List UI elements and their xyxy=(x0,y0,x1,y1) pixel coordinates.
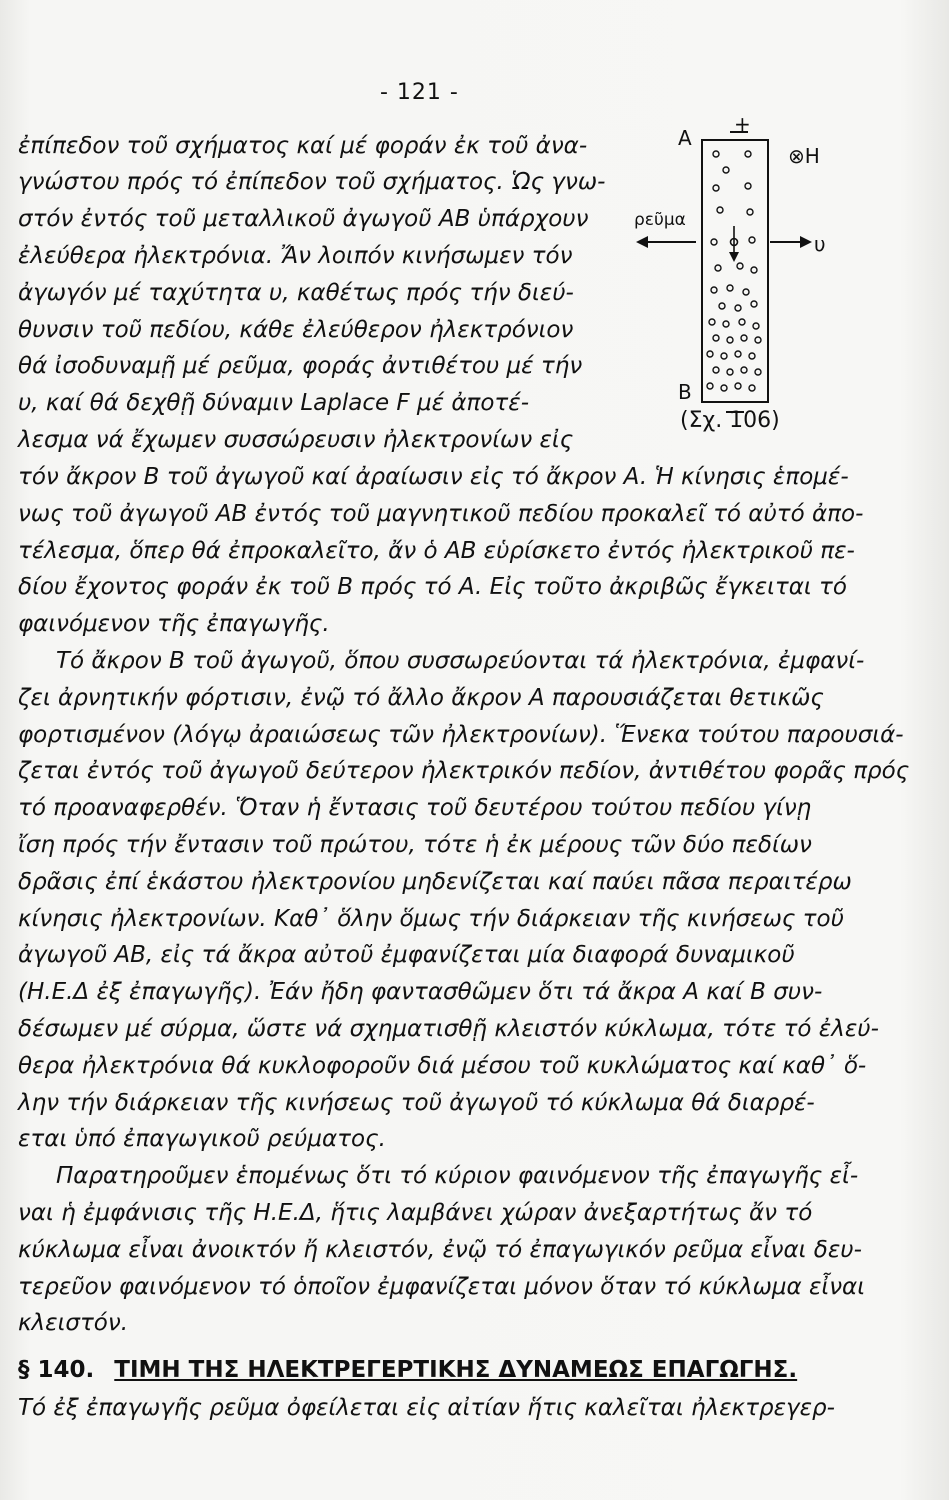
text-line: Τό ἄκρον B τοῦ ἀγωγοῦ, ὅπου συσσωρεύονται τά ἠλεκτρόνια, ἐμφανί- xyxy=(56,648,865,674)
text-line: ἐλεύθερα ἠλεκτρόνια. Ἄν λοιπόν κινήσωμεν τόν xyxy=(18,243,573,269)
text-line: υ, καί θά δεχθῇ δύναμιν Laplace F μέ ἀποτέ- xyxy=(18,390,529,416)
text-line: ἴση πρός τήν ἔντασιν τοῦ πρώτου, τότε ἡ ἐκ μέρους τῶν δύο πεδίων xyxy=(18,832,812,858)
text-line: ναι ἡ ἐμφάνισις τῆς Η.Ε.Δ, ἥτις λαμβάνει χώραν ἀνεξαρτήτως ἄν τό xyxy=(18,1200,813,1226)
text-line: θυνσιν τοῦ πεδίου, κάθε ἐλεύθερον ἠλεκτρόνιον xyxy=(18,317,574,343)
text-line: δέσωμεν μέ σύρμα, ὥστε νά σχηματισθῇ κλειστόν κύκλωμα, τότε τό ἐλεύ- xyxy=(18,1016,879,1042)
text-line: ἐπίπεδον τοῦ σχήματος καί μέ φοράν ἐκ τοῦ ἀνα- xyxy=(18,133,588,159)
velocity-arrow-head xyxy=(800,236,812,248)
figure-caption: (Σχ. 106) xyxy=(680,408,780,433)
figure-106 xyxy=(630,112,850,458)
text-line: εται ὑπό ἐπαγωγικοῦ ρεύματος. xyxy=(18,1126,386,1152)
text-line: ἀγωγοῦ AB, εἰς τά ἄκρα αὐτοῦ ἐμφανίζεται μία διαφορά δυναμικοῦ xyxy=(18,942,795,968)
text-line: κίνησις ἠλεκτρονίων. Καθ᾽ ὅλην ὅμως τήν διάρκειαν τῆς κινήσεως τοῦ xyxy=(18,906,844,932)
text-line: δρᾶσις ἐπί ἑκάστου ἠλεκτρονίου μηδενίζεται καί παύει πᾶσα περαιτέρω xyxy=(18,869,852,895)
text-line: φορτισμένον (λόγῳ ἀραιώσεως τῶν ἠλεκτρονίων). Ἕνεκα τούτου παρουσιά- xyxy=(18,722,904,748)
text-line: θερα ἠλεκτρόνια θά κυκλοφοροῦν διά μέσου τοῦ κυκλώματος καί καθ᾽ ὅ- xyxy=(18,1053,867,1079)
text-line: Τό ἐξ ἐπαγωγῆς ρεῦμα ὀφείλεται εἰς αἰτίαν ἥτις καλεῖται ἠλεκτρεγερ- xyxy=(18,1395,835,1421)
page-number: - 121 - xyxy=(380,80,459,105)
label-A: A xyxy=(678,126,692,150)
text-line: ζει ἀρνητικήν φόρτισιν, ἐνῷ τό ἄλλο ἄκρον A παρουσιάζεται θετικῶς xyxy=(18,685,824,711)
text-line: φαινόμενον τῆς ἐπαγωγῆς. xyxy=(18,611,330,637)
current-arrow-head xyxy=(636,236,648,248)
text-line: ζεται ἐντός τοῦ ἀγωγοῦ δεύτερον ἠλεκτρικόν πεδίον, ἀντιθέτου φορᾶς πρός xyxy=(18,758,910,784)
label-current: ρεῦμα xyxy=(634,210,686,230)
text-line: κύκλωμα εἶναι ἀνοικτόν ἤ κλειστόν, ἐνῷ τό ἐπαγωγικόν ρεῦμα εἶναι δευ- xyxy=(18,1237,862,1263)
text-line: γνώστου πρός τό ἐπίπεδον τοῦ σχήματος. Ὡς γνω- xyxy=(18,169,606,195)
text-line: τόν ἄκρον B τοῦ ἀγωγοῦ καί ἀραίωσιν εἰς τό ἄκρον A. Ἡ κίνησις ἑπομέ- xyxy=(18,464,849,490)
text-line: λην τήν διάρκειαν τῆς κινήσεως τοῦ ἀγωγοῦ τό κύκλωμα θά διαρρέ- xyxy=(18,1090,815,1116)
section-title: ΤΙΜΗ ΤΗΣ ΗΛΕΚΤΡΕΓΕΡΤΙΚΗΣ ΔΥΝΑΜΕΩΣ ΕΠΑΓΩΓΗΣ. xyxy=(114,1357,798,1383)
text-line: τέλεσμα, ὅπερ θά ἐπροκαλεῖτο, ἄν ὁ AB εὑρίσκετο ἐντός ἠλεκτρικοῦ πε- xyxy=(18,538,855,564)
conductor-rod xyxy=(702,140,768,402)
force-arrow-head xyxy=(729,252,739,262)
electron-circles xyxy=(707,151,761,391)
label-plus: + xyxy=(734,112,751,136)
text-line: νως τοῦ ἀγωγοῦ AB ἐντός τοῦ μαγνητικοῦ πεδίου προκαλεῖ τό αὐτό ἀπο- xyxy=(18,501,864,527)
text-line: δίου ἔχοντος φοράν ἐκ τοῦ B πρός τό A. Εἰς τοῦτο ἀκριβῶς ἔγκειται τό xyxy=(18,574,847,600)
label-velocity: υ xyxy=(814,232,826,256)
text-line: (Η.Ε.Δ ἐξ ἐπαγωγῆς). Ἐάν ἤδη φαντασθῶμεν ὅτι τά ἄκρα A καί B συν- xyxy=(18,979,823,1005)
text-line: ἀγωγόν μέ ταχύτητα υ, καθέτως πρός τήν διεύ- xyxy=(18,280,574,306)
text-line: θά ἰσοδυναμῇ μέ ρεῦμα, φοράς ἀντιθέτου μέ τήν xyxy=(18,353,583,379)
text-line: κλειστόν. xyxy=(18,1310,129,1336)
label-B: B xyxy=(678,380,692,404)
label-H: ⊗H xyxy=(788,144,820,168)
text-line: λεσμα νά ἔχωμεν συσσώρευσιν ἠλεκτρονίων εἰς xyxy=(18,427,574,453)
section-heading xyxy=(18,1354,797,1386)
text-line: τό προαναφερθέν. Ὅταν ἡ ἔντασις τοῦ δευτέρου τούτου πεδίου γίνῃ xyxy=(18,795,812,821)
text-line: τερεῦον φαινόμενον τό ὁποῖον ἐμφανίζεται μόνον ὅταν τό κύκλωμα εἶναι xyxy=(18,1274,865,1300)
text-line: στόν ἐντός τοῦ μεταλλικοῦ ἀγωγοῦ AB ὑπάρχουν xyxy=(18,206,589,232)
section-number: § 140. xyxy=(18,1357,95,1383)
text-line: Παρατηροῦμεν ἑπομένως ὅτι τό κύριον φαινόμενον τῆς ἐπαγωγῆς εἶ- xyxy=(56,1163,859,1189)
